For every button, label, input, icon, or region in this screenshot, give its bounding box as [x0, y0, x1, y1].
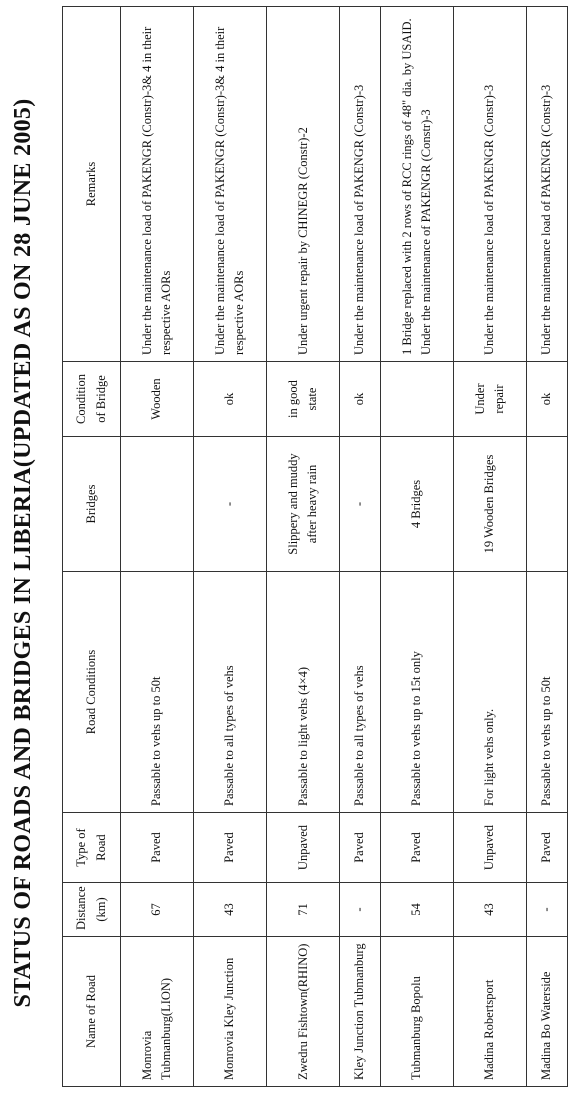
- cell-name: Tubmanburg Bopolu: [381, 937, 454, 1087]
- cell-distance: 43: [454, 883, 527, 937]
- table-row: [267, 7, 340, 1087]
- cell-name: Monrovia Kley Junction: [194, 937, 267, 1087]
- cell-bridge-condition: Under repair: [454, 362, 527, 437]
- table-row: [194, 7, 267, 1087]
- cell-bridges: [527, 437, 568, 572]
- cell-conditions: Passable to light vehs (4×4): [267, 572, 340, 813]
- cell-remarks: 1 Bridge replaced with 2 rows of RCC rings of 48" dia. by USAID. Under the maintenance of PAKENGR (Constr)-3: [381, 7, 454, 362]
- cell-bridges: 19 Wooden Bridges: [454, 437, 527, 572]
- cell-remarks: Under urgent repair by CHINEGR (Constr)-2: [267, 7, 340, 362]
- cell-name: Monrovia Tubmanburg(LION): [121, 937, 194, 1087]
- roads-bridges-table: [62, 6, 568, 1087]
- cell-remarks: Under the maintenance load of PAKENGR (Constr)-3: [454, 7, 527, 362]
- cell-remarks: Under the maintenance load of PAKENGR (Constr)-3& 4 in their respective AORs: [194, 7, 267, 362]
- cell-bridge-condition: [381, 362, 454, 437]
- table-header-row: [63, 7, 121, 1087]
- cell-bridge-condition: Wooden: [121, 362, 194, 437]
- cell-remarks: Under the maintenance load of PAKENGR (Constr)-3: [340, 7, 381, 362]
- cell-conditions: Passable to vehs up to 15t only: [381, 572, 454, 813]
- header-type: Type of Road: [63, 813, 121, 883]
- header-distance: Distance (km): [63, 883, 121, 937]
- cell-bridges: 4 Bridges: [381, 437, 454, 572]
- cell-distance: -: [340, 883, 381, 937]
- cell-remarks: Under the maintenance load of PAKENGR (Constr)-3: [527, 7, 568, 362]
- cell-name: Madina Bo Waterside: [527, 937, 568, 1087]
- header-bridge-condition: Condition of Bridge: [63, 362, 121, 437]
- cell-type: Paved: [194, 813, 267, 883]
- cell-type: Unpaved: [454, 813, 527, 883]
- table-container: [62, 7, 568, 1087]
- document-title: STATUS OF ROADS AND BRIDGES IN LIBERIA(UPDATED AS ON 28 JUNE 2005): [10, 98, 36, 1008]
- cell-distance: -: [527, 883, 568, 937]
- cell-bridge-condition: in good state: [267, 362, 340, 437]
- header-name: Name of Road: [63, 937, 121, 1087]
- cell-conditions: Passable to vehs up to 50t: [121, 572, 194, 813]
- cell-name: Madina Robertsport: [454, 937, 527, 1087]
- cell-conditions: Passable to vehs up to 50t: [527, 572, 568, 813]
- cell-distance: 54: [381, 883, 454, 937]
- cell-bridge-condition: ok: [527, 362, 568, 437]
- cell-conditions: Passable to all types of vehs: [340, 572, 381, 813]
- cell-type: Paved: [527, 813, 568, 883]
- cell-name: Zwedru Fishtown(RHINO): [267, 937, 340, 1087]
- table-row: [454, 7, 527, 1087]
- cell-distance: 67: [121, 883, 194, 937]
- cell-bridges: -: [194, 437, 267, 572]
- cell-name: Kley Junction Tubmanburg: [340, 937, 381, 1087]
- table-row: [121, 7, 194, 1087]
- header-conditions: Road Conditions: [63, 572, 121, 813]
- cell-bridge-condition: ok: [194, 362, 267, 437]
- cell-type: Unpaved: [267, 813, 340, 883]
- header-remarks: Remarks: [63, 7, 121, 362]
- cell-type: Paved: [121, 813, 194, 883]
- cell-remarks: Under the maintenance load of PAKENGR (Constr)-3& 4 in their respective AORs: [121, 7, 194, 362]
- table-row: [340, 7, 381, 1087]
- cell-bridges: [121, 437, 194, 572]
- cell-conditions: Passable to all types of vehs: [194, 572, 267, 813]
- cell-bridge-condition: ok: [340, 362, 381, 437]
- cell-type: Paved: [340, 813, 381, 883]
- header-bridges: Bridges: [63, 437, 121, 572]
- cell-bridges: -: [340, 437, 381, 572]
- cell-conditions: For light vehs only.: [454, 572, 527, 813]
- cell-distance: 71: [267, 883, 340, 937]
- cell-bridges: Slippery and muddy after heavy rain: [267, 437, 340, 572]
- table-row: [381, 7, 454, 1087]
- table-row: [527, 7, 568, 1087]
- cell-type: Paved: [381, 813, 454, 883]
- cell-distance: 43: [194, 883, 267, 937]
